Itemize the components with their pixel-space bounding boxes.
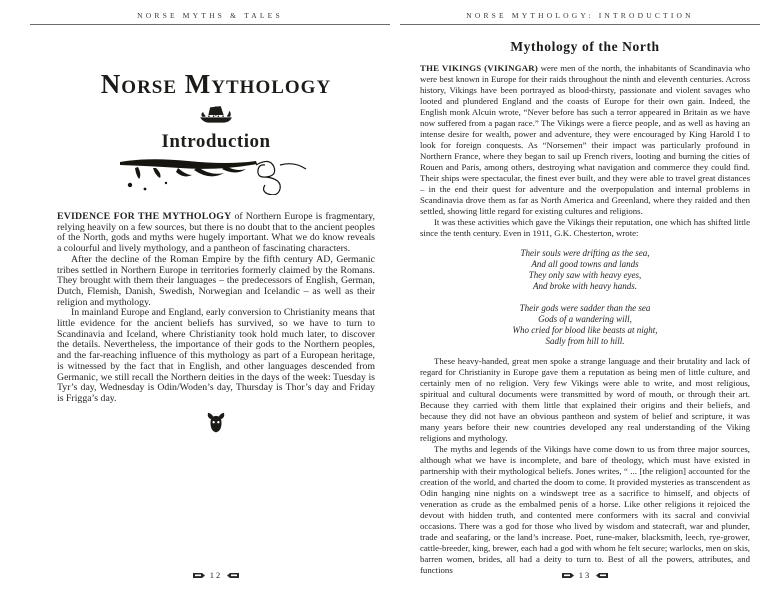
poem-line: And broke with heavy hands.	[533, 281, 637, 291]
right-text-column	[420, 39, 750, 576]
paragraph-text: were men of the north, the inhabitants of Scandinavia who were best known in Europe for their raids throughout the ninth and eleventh centuries. Across history, Vikings have been portrayed as blood-thirsty, passionate and violent savages who looted and plundered England and the coasts of Europe for their own gain. Indeed, the English monk Alcuin wrote, “Never before has such a terror appeared in Britain as we have now suffered from a pagan race.” The Vikings were a fierce people, and as well as having an intense desire for wealth, power and adventure, they were encouraged by King Harold I to look for foreign conquests. As “Norsemen” their impact was particularly profound in Northern France, where they began to sail up French rivers, looting and burning the cities of Rouen and Paris, among others, destroying what navigation and commerce they could find. Their ships were spectacular, the finest ever built, and they were able to travel great distances – in the end their quest for adventure and the overpopulation and internal problems in Scandinavia drove them as far as North America and Greenland, where they raided and then settled, showing little regard for existing cultures and religions.	[420, 63, 750, 216]
footer-ornament-left-icon	[193, 572, 205, 579]
running-head-rule	[400, 24, 760, 25]
paragraph-text: of Northern Europe is fragmentary, relying heavily on a few sources, but there is no doubt that to the ancient peoples of the North, gods and myths were hugely important. What we do know reveals a colourful and lively mythology, and a pantheon of fascinating characters.	[57, 211, 376, 255]
poem-line: Their gods were sadder than the sea	[519, 303, 651, 313]
running-head-rule	[30, 24, 390, 25]
left-page-footer	[57, 570, 375, 580]
left-text-column	[57, 69, 375, 434]
running-head-text: NORSE MYTHS & TALES	[137, 11, 283, 20]
right-page-footer	[420, 570, 750, 580]
paragraph: After the decline of the Roman Empire by the fifth century AD, Germanic tribes settled in Northern Europe in territories formerly claimed by the Romans. They brought with them their languages – the predecessors of English, German, Dutch, Flemish, Danish, Swedish, Norwegian and Icelandic – as well as their religion and mythology.	[57, 253, 375, 308]
footer-ornament-left-icon	[562, 572, 574, 579]
paragraph: In mainland Europe and England, early conversion to Christianity means that little evidence for the ancient beliefs has survived, so we have to turn to Scandinavia and Iceland, where Christianity took hold much later, to discover the details. Nevertheless, the importance of their gods to the Northern peoples, and the far-reaching influence of this mythology as part of a European heritage, is witnessed by the fact that in English, and other languages descended from Germanic, we still recall the Northern deities in the days of the week: Tuesday is Tyr’s day, Wednesday is Odin/Woden’s day, Thursday is Thor’s day and Friday is Frigga’s day.	[57, 307, 375, 404]
ink-flourish-ornament	[118, 155, 314, 195]
chapter-title-block	[57, 69, 375, 195]
section-heading: Mythology of the North	[510, 39, 660, 54]
page-number: 12	[209, 570, 223, 580]
left-body-text	[57, 212, 375, 405]
poem-line: They only saw with heavy eyes,	[528, 270, 642, 280]
poem-line: And all good towns and lands	[531, 259, 639, 269]
paragraph-lead-in: THE VIKINGS (VIKINGAR)	[420, 63, 538, 73]
paragraph-lead-in: EVIDENCE FOR THE MYTHOLOGY	[57, 211, 232, 222]
poem-stanza	[420, 303, 750, 347]
book-title: Norse Mythology	[100, 69, 332, 99]
poem-line: Their souls were drifting as the sea,	[520, 248, 650, 258]
poem-stanza	[420, 248, 750, 292]
poem-quote	[420, 248, 750, 347]
paragraph: These heavy-handed, great men spoke a strange language and their brutality and lack of regard for Christianity in Europe gave them a reputation as being men of little culture, and certainly men of no religion. Very few Vikings were able to write, and most religious, spiritual and cultural documents were transmitted by word of mouth, or through their art. Because they carried with them little that explained their origins and their beliefs, and because they did not have an obvious pantheon and system of belief and scripture, it was many years before their new countries developed any real understanding of the Viking religions and mythology.	[420, 356, 750, 443]
viking-helmet-icon	[205, 412, 227, 434]
paragraph	[420, 63, 750, 217]
chapter-title: Introduction	[161, 131, 271, 152]
right-page	[400, 0, 760, 600]
longship-icon	[198, 105, 234, 125]
footer-ornament-right-icon	[227, 572, 239, 579]
right-running-head	[400, 0, 760, 25]
poem-line: Gods of a wandering will,	[538, 314, 632, 324]
left-page	[30, 0, 390, 600]
running-head-text: NORSE MYTHOLOGY: INTRODUCTION	[466, 11, 694, 20]
right-body-text	[420, 63, 750, 576]
poem-line: Who cried for blood like beasts at night,	[512, 325, 658, 335]
paragraph	[57, 212, 375, 255]
paragraph: The myths and legends of the Vikings have come down to us from three major sources, although what we have is incomplete, and bare of theology, which must have existed in partnership with their mythological beliefs. Jones writes, “ ... [the religion] accounted for the creation of the world, and charted the doom to come. It provided mysteries as transcendent as Odin hanging nine nights on a windswept tree as a sacrifice to himself, and objects of veneration as crude as the embalmed penis of a horse. Like other religions it rejoiced the devout with hidden truth, and contented mere conformers with its sacral and convivial occasions. There was a god for those who lived by wisdom and statecraft, war and plunder, trade and seafaring, or the land’s increase. Poet, rune-maker, blacksmith, leech, rye-grower, cattle-breeder, king, brewer, each had a god with whom he felt secure; warlocks, men on skis, barren women, brides, all had a deity to turn to. Best of all the powers, attributes, and functions	[420, 444, 750, 575]
left-running-head	[30, 0, 390, 25]
page-number: 13	[578, 570, 592, 580]
paragraph: It was these activities which gave the Vikings their reputation, one which has shifted little since the tenth century. Even in 1911, G.K. Chesterton, wrote:	[420, 217, 750, 238]
footer-ornament-right-icon	[596, 572, 608, 579]
poem-line: Sadly from hill to hill.	[545, 336, 625, 346]
